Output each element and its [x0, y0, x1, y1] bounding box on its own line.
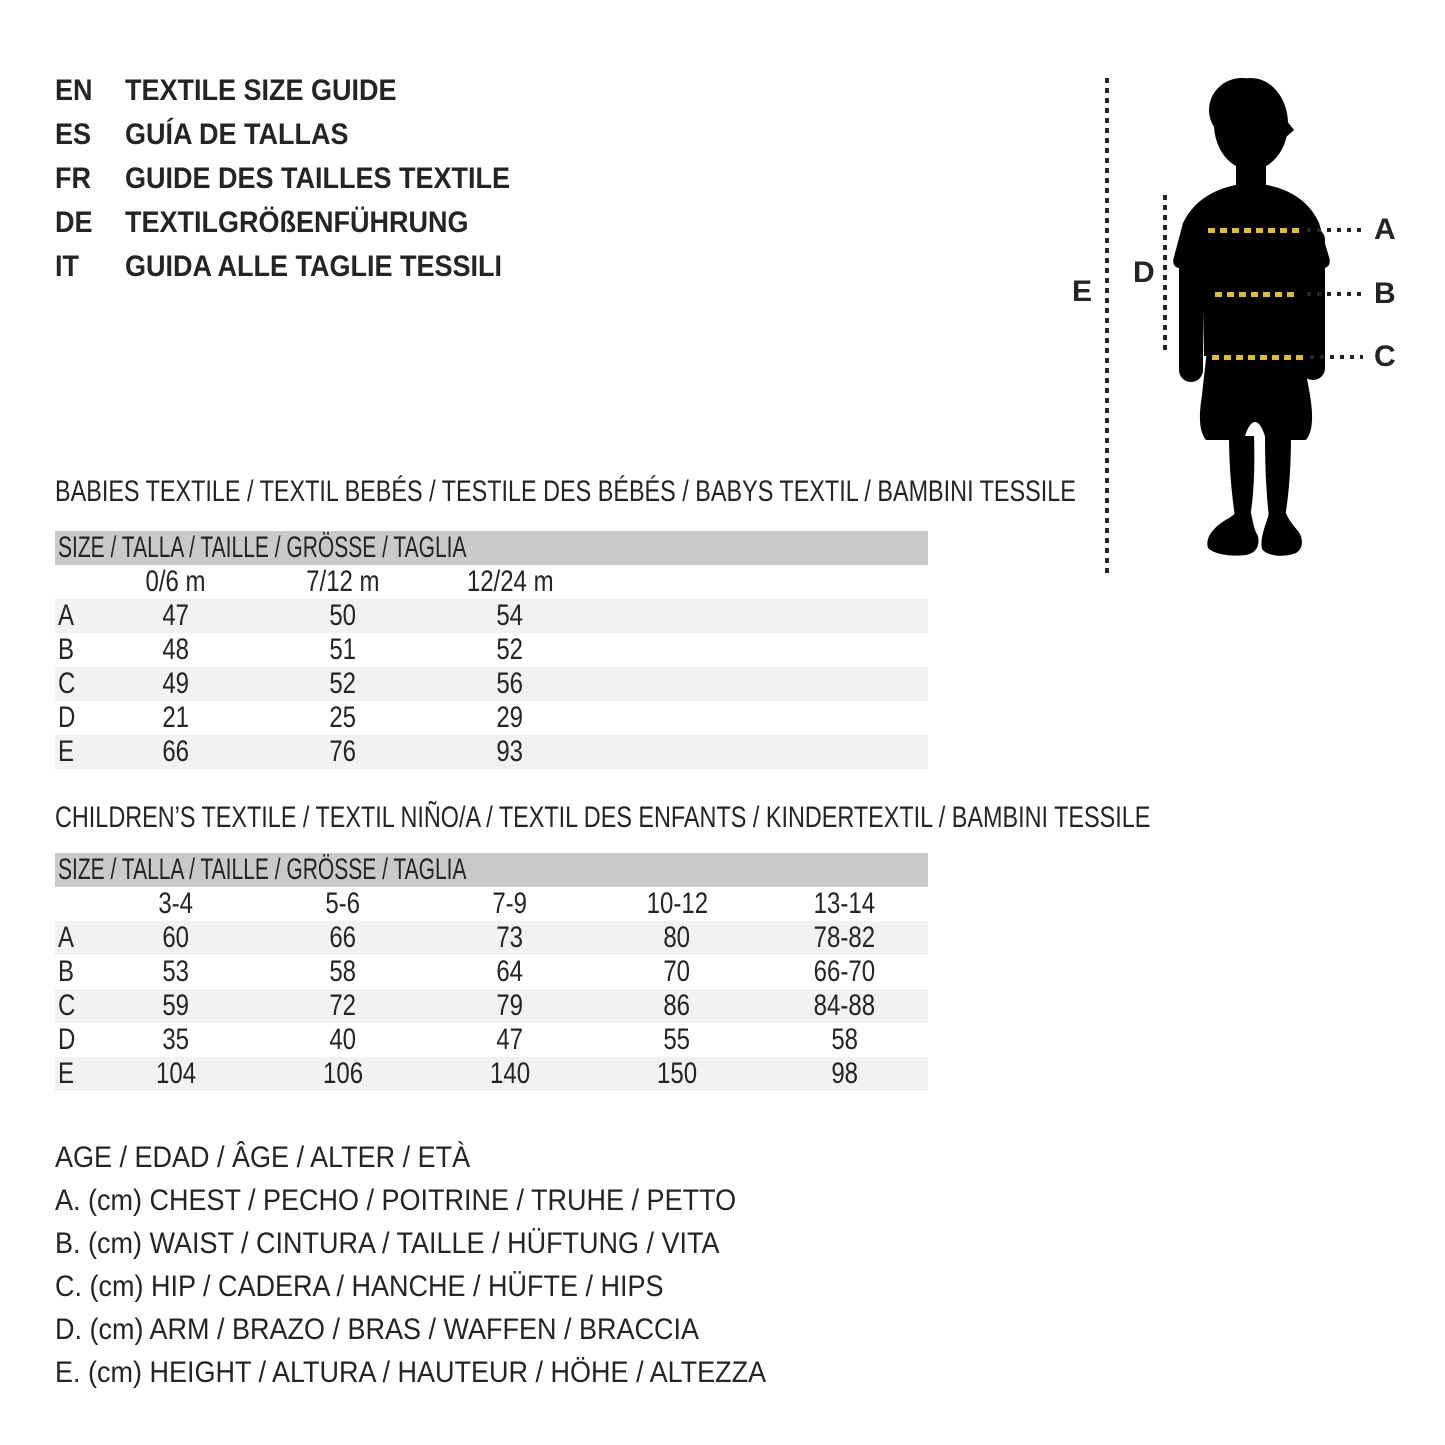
hip-measure-line-c: [1212, 355, 1305, 360]
column-header: 12/24 m: [466, 565, 554, 598]
children-section-title: CHILDREN’S TEXTILE / TEXTIL NIÑO/A / TEXTIL DES ENFANTS / KINDERTEXTIL / BAMBINI TESSILE: [55, 801, 1151, 834]
lang-title: GUIDE DES TAILLES TEXTILE: [125, 162, 511, 195]
cell-value: 66: [329, 921, 357, 954]
row-label: D: [58, 1023, 76, 1056]
column-header: 5-6: [325, 887, 361, 920]
column-header: 13-14: [813, 887, 876, 920]
cell-value: 60: [162, 921, 189, 954]
lang-code: DE: [55, 206, 93, 239]
figure-label-e: E: [1072, 275, 1093, 308]
cell-value: 52: [496, 633, 524, 666]
cell-value: 56: [496, 667, 524, 700]
cell-value: 76: [329, 735, 357, 768]
lang-row-de: [55, 201, 553, 245]
lang-code: EN: [55, 74, 93, 107]
legend-age: AGE / EDAD / ÂGE / ALTER / ETÀ: [55, 1141, 471, 1174]
row-label: A: [58, 599, 75, 632]
figure-label-a: A: [1374, 213, 1396, 246]
figure-label-b: B: [1374, 277, 1396, 310]
cell-value: 106: [322, 1057, 363, 1090]
chest-measure-leader-a: [1307, 228, 1363, 232]
table-row: [55, 921, 928, 955]
cell-value: 54: [496, 599, 524, 632]
legend-waist: B. (cm) WAIST / CINTURA / TAILLE / HÜFTUNG / VITA: [55, 1227, 720, 1260]
cell-value: 50: [329, 599, 357, 632]
cell-value: 70: [663, 955, 691, 988]
cell-value: 52: [329, 667, 357, 700]
lang-row-es: [55, 113, 553, 157]
table-header-label: SIZE / TALLA / TAILLE / GRÖSSE / TAGLIA: [58, 853, 467, 886]
cell-value: 58: [831, 1023, 858, 1056]
row-label: B: [58, 955, 75, 988]
cell-value: 80: [663, 921, 691, 954]
waist-measure-leader-b: [1307, 292, 1363, 296]
cell-value: 59: [162, 989, 189, 1022]
babies-column-header-row: [55, 565, 928, 599]
cell-value: 64: [496, 955, 524, 988]
cell-value: 47: [496, 1023, 524, 1056]
children-size-table: [55, 853, 928, 1091]
cell-value: 72: [329, 989, 357, 1022]
cell-value: 29: [496, 701, 524, 734]
row-label: E: [58, 1057, 75, 1090]
table-row: [55, 599, 928, 633]
column-header: 0/6 m: [145, 565, 206, 598]
table-row: [55, 1023, 928, 1057]
cell-value: 78-82: [813, 921, 876, 954]
measurement-figure: [1050, 60, 1430, 600]
table-row: [55, 735, 928, 769]
cell-value: 93: [496, 735, 524, 768]
cell-value: 51: [329, 633, 357, 666]
cell-value: 104: [155, 1057, 196, 1090]
lang-row-en: [55, 69, 553, 113]
cell-value: 84-88: [813, 989, 876, 1022]
language-title-block: [55, 69, 553, 289]
column-header: 7/12 m: [306, 565, 380, 598]
cell-value: 25: [329, 701, 357, 734]
legend-chest: A. (cm) CHEST / PECHO / POITRINE / TRUHE / PETTO: [55, 1184, 737, 1217]
cell-value: 58: [329, 955, 357, 988]
row-label: C: [58, 667, 76, 700]
row-label: A: [58, 921, 75, 954]
cell-value: 79: [496, 989, 524, 1022]
waist-measure-line-b: [1215, 292, 1298, 297]
cell-value: 55: [663, 1023, 691, 1056]
table-row: [55, 633, 928, 667]
table-row: [55, 667, 928, 701]
column-header: 3-4: [158, 887, 193, 920]
cell-value: 66: [162, 735, 189, 768]
legend-hip: C. (cm) HIP / CADERA / HANCHE / HÜFTE / HIPS: [55, 1270, 664, 1303]
legend-height: E. (cm) HEIGHT / ALTURA / HAUTEUR / HÖHE / ALTEZZA: [55, 1356, 767, 1389]
column-header: 7-9: [492, 887, 528, 920]
hip-measure-leader-c: [1310, 355, 1363, 359]
lang-code: ES: [55, 118, 92, 151]
figure-label-d: D: [1133, 256, 1155, 289]
cell-value: 66-70: [813, 955, 876, 988]
cell-value: 98: [831, 1057, 858, 1090]
cell-value: 140: [489, 1057, 530, 1090]
row-label: B: [58, 633, 75, 666]
cell-value: 86: [663, 989, 691, 1022]
lang-title: GUÍA DE TALLAS: [125, 118, 349, 151]
babies-section-title: BABIES TEXTILE / TEXTIL BEBÉS / TESTILE DES BÉBÉS / BABYS TEXTIL / BAMBINI TESSILE: [55, 475, 1076, 508]
lang-title: GUIDA ALLE TAGLIE TESSILI: [125, 250, 503, 283]
table-row: [55, 989, 928, 1023]
row-label: D: [58, 701, 76, 734]
babies-size-table: [55, 531, 928, 769]
lang-title: TEXTILE SIZE GUIDE: [125, 74, 397, 107]
cell-value: 40: [329, 1023, 357, 1056]
cell-value: 150: [657, 1057, 698, 1090]
cell-value: 47: [162, 599, 189, 632]
measurement-legend: [55, 1136, 845, 1394]
lang-code: FR: [55, 162, 91, 195]
babies-table-header-bar: [55, 531, 928, 565]
cell-value: 73: [496, 921, 524, 954]
table-header-label: SIZE / TALLA / TAILLE / GRÖSSE / TAGLIA: [58, 531, 467, 564]
lang-title: TEXTILGRÖßENFÜHRUNG: [125, 206, 469, 239]
lang-code: IT: [55, 250, 80, 283]
row-label: E: [58, 735, 75, 768]
row-label: C: [58, 989, 76, 1022]
cell-value: 48: [162, 633, 189, 666]
cell-value: 35: [162, 1023, 189, 1056]
children-column-header-row: [55, 887, 928, 921]
chest-measure-line-a: [1208, 228, 1302, 233]
children-table-header-bar: [55, 853, 928, 887]
table-row: [55, 701, 928, 735]
lang-row-it: [55, 245, 553, 289]
column-header: 10-12: [646, 887, 708, 920]
lang-row-fr: [55, 157, 553, 201]
cell-value: 49: [162, 667, 189, 700]
cell-value: 21: [162, 701, 189, 734]
cell-value: 53: [162, 955, 189, 988]
table-row: [55, 1057, 928, 1091]
figure-label-c: C: [1374, 340, 1396, 373]
legend-arm: D. (cm) ARM / BRAZO / BRAS / WAFFEN / BRACCIA: [55, 1313, 700, 1346]
table-row: [55, 955, 928, 989]
